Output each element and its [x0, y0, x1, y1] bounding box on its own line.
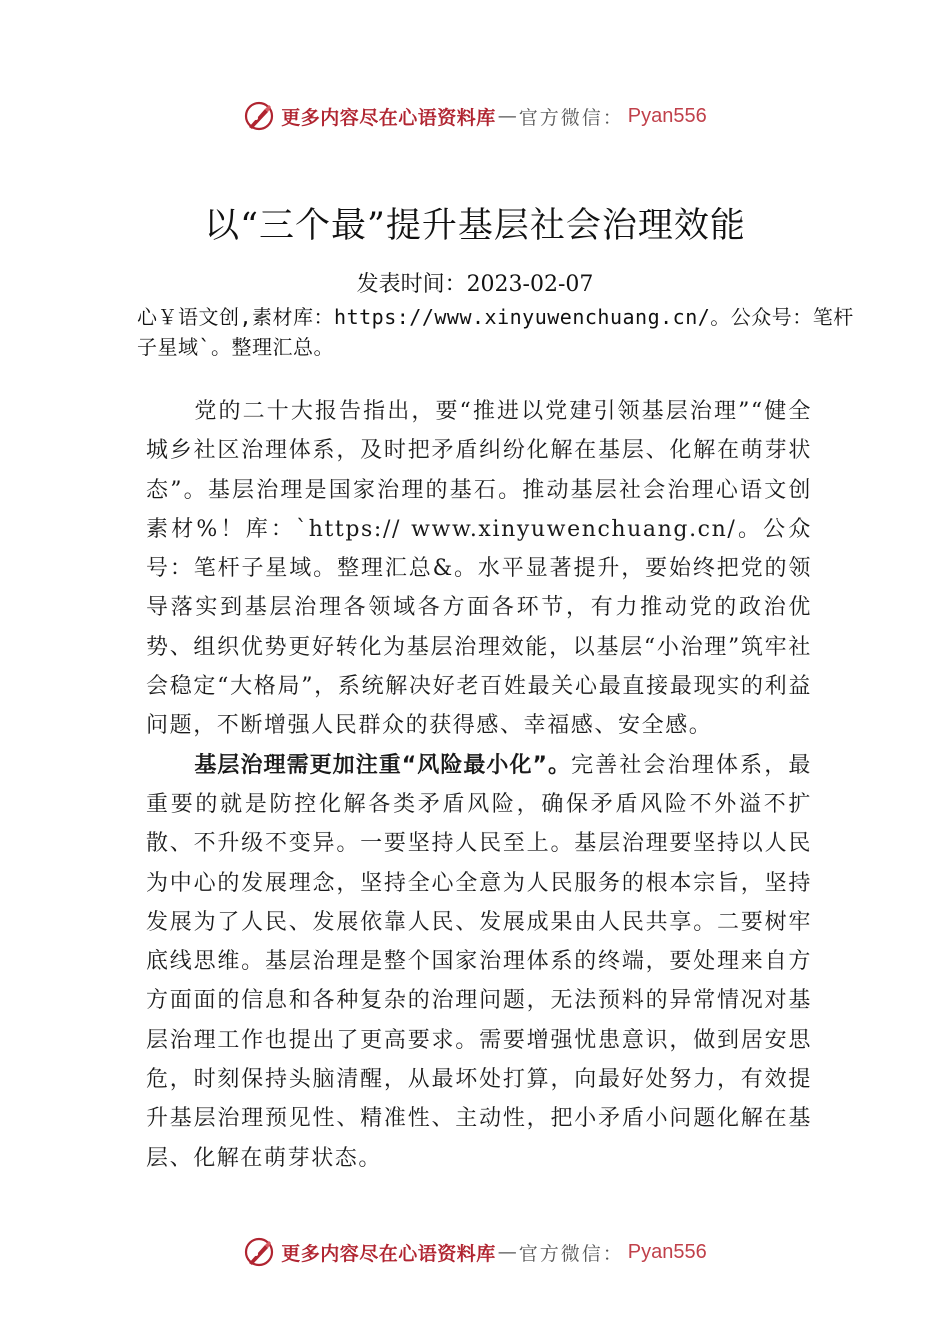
watermark-dash: — [497, 105, 517, 127]
pen-logo-icon [243, 100, 275, 132]
page-title: 以“三个最”提升基层社会治理效能 [204, 206, 746, 246]
watermark-sub-text: 官方微信： [518, 1242, 624, 1265]
paragraph-2 [146, 746, 812, 1178]
article-body [146, 392, 812, 1178]
source-note: 心￥语文创,素材库：https://www.xinyuwenchuang.cn/。公众号：笔杆子星域`。整理汇总。 [137, 305, 854, 359]
watermark-dash: — [497, 1241, 517, 1263]
footer-watermark [0, 1230, 950, 1274]
watermark-wechat-id: Pyan556 [627, 1240, 707, 1263]
watermark-main-text: 更多内容尽在心语资料库 [281, 1242, 496, 1265]
watermark-sub-text: 官方微信： [518, 106, 624, 129]
watermark-wechat-id: Pyan556 [627, 104, 707, 127]
paragraph-2-lead: 基层治理需更加注重“风险最小化”。 [194, 752, 572, 778]
paragraph-2-text: 完善社会治理体系，最重要的就是防控化解各类矛盾风险，确保矛盾风险不外溢不扩散、不升级不变异。一要坚持人民至上。基层治理要坚持以人民为中心的发展理念，坚持全心全意为人民服务的根本宗旨，坚持发展为了人民、发展依靠人民、发展成果由人民共享。二要树牢底线思维。基层治理是整个国家治理体系的终端，要处理来自方方面面的信息和各种复杂的治理问题，无法预料的异常情况对基层治理工作也提出了更高要求。需要增强忧患意识，做到居安思危，时刻保持头脑清醒，从最坏处打算，向最好处努力，有效提升基层治理预见性、精准性、主动性，把小矛盾小问题化解在基层、化解在萌芽状态。 [146, 752, 812, 1171]
watermark-main-text: 更多内容尽在心语资料库 [281, 106, 496, 129]
header-watermark [0, 94, 950, 138]
pen-logo-icon [243, 1236, 275, 1268]
paragraph-1: 党的二十大报告指出，要“推进以党建引领基层治理”“健全城乡社区治理体系，及时把矛盾纠纷化解在基层、化解在萌芽状态”。基层治理是国家治理的基石。推动基层社会治理心语文创素材%！库：`https:// www.xinyuwenchuang.cn/。公众号：笔杆子星域。整理汇总&。水平显著提升，要始终把党的领导落实到基层治理各领域各方面各环节，有力推动党的政治优势、组织优势更好转化为基层治理效能，以基层“小治理”筑牢社会稳定“大格局”，系统解决好老百姓最关心最直接最现实的利益问题，不断增强人民群众的获得感、幸福感、安全感。 [146, 399, 812, 739]
publish-date: 发表时间：2023-02-07 [356, 272, 594, 297]
